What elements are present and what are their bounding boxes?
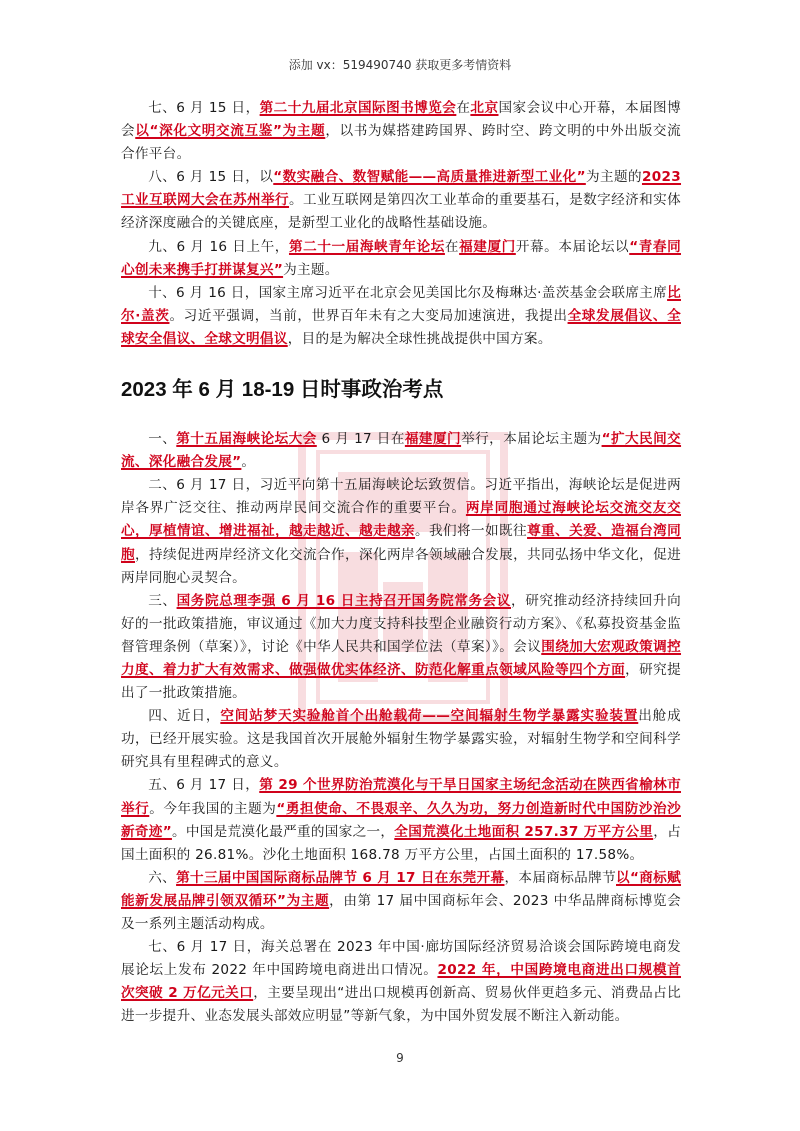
highlighted-keypoint: 2023 工业互联网大会在苏州举行 (121, 169, 682, 209)
paragraph-text: 一、 (148, 431, 177, 448)
paragraph-text: 五、6 月 17 日， (148, 777, 260, 794)
paragraph-text: 六、 (148, 869, 177, 886)
highlighted-keypoint: 第十五届海峡论坛大会 (176, 431, 317, 448)
highlighted-keypoint: “扩大民间交流、深化融合发展” (121, 431, 682, 471)
paragraph-text: ，持续促进两岸经济文化交流合作，深化两岸各领域融合发展，共同弘扬中华文化，促进两岸同胞心灵契合。 (121, 546, 681, 586)
highlighted-keypoint: 国务院总理李强 6 月 16 日主持召开国务院常务会议 (176, 592, 511, 609)
paragraph-text: 七、6 月 15 日， (148, 100, 260, 116)
highlighted-keypoint: 全球发展倡议、全球安全倡议、全球文明倡议 (121, 307, 681, 347)
page-header: 添加 vx：519490740 获取更多考情资料 (288, 58, 512, 72)
highlighted-keypoint: 以“深化文明交流互鉴”为主题 (135, 123, 326, 140)
paragraph-item (121, 236, 681, 282)
paragraph-text: ，占国土面积的 26.81%。沙化土地面积 168.78 万平方公里，占国土面积的 17.58%。 (121, 823, 681, 863)
highlighted-keypoint: 2022 年，中国跨境电商进出口规模首次突破 2 万亿元关口 (121, 962, 681, 1002)
paragraph-text: ，研究提出了一批政策措施。 (121, 661, 682, 702)
highlighted-keypoint: 第二十九届北京国际图书博览会 (259, 100, 457, 116)
paragraph-item (121, 705, 681, 774)
paragraph-text: ，主要呈现出“进出口规模再创新高、贸易伙伴更趋多元、消费品占比进一步提升、业态发展头部效应明显”等新气象，为中国外贸发展不断注入新动能。 (121, 985, 682, 1025)
highlighted-keypoint: 比尔·盖茨 (121, 284, 681, 324)
highlighted-keypoint: 北京 (470, 100, 499, 116)
paragraph-text: 为主题。 (283, 261, 339, 278)
paragraph-item (121, 282, 681, 351)
paragraph-item (121, 428, 681, 474)
paragraph-text: 6 月 17 日在 (316, 431, 405, 448)
paragraph-text: 举行，本届论坛主题为 (461, 431, 602, 448)
paragraph-text: 。工业互联网是第四次工业革命的重要基石，是数字经济和实体经济深度融合的关键底座，是新型工业化的战略性基础设施。 (121, 192, 681, 232)
paragraph-text: ，以书为媒搭建跨国界、跨时空、跨文明的中外出版交流合作平台。 (121, 123, 681, 163)
highlighted-keypoint: “勇担使命、不畏艰辛、久久为功，努力创造新时代中国防沙治沙新奇迹” (121, 800, 681, 840)
highlighted-keypoint: 福建厦门 (404, 431, 462, 448)
paragraph-text: 。中国是荒漠化最严重的国家之一， (171, 823, 395, 840)
paragraph-text: 九、6 月 16 日上午， (148, 238, 289, 255)
paragraph-text: 三、 (148, 592, 177, 609)
section-june-15-16 (121, 97, 681, 351)
paragraph-item (121, 774, 681, 866)
paragraph-text: ，由第 17 届中国商标年会、2023 中华品牌商标博览会及一系列主题活动构成。 (121, 892, 681, 932)
paragraph-text: 在 (444, 238, 460, 255)
section-june-18-19 (121, 428, 681, 1028)
highlighted-keypoint: “青春同心创未来携手打拼谋复兴” (121, 238, 681, 278)
paragraph-text: 国家会议中心开幕，本届图博会 (121, 100, 681, 140)
paragraph-text: 在 (456, 100, 471, 116)
paragraph-text: ，本届商标品牌节 (504, 869, 617, 886)
page-number: 9 (396, 1051, 404, 1065)
paragraph-text: 。 (241, 454, 256, 471)
highlighted-keypoint: 尊重、关爱、造福台湾同胞 (121, 523, 681, 563)
paragraph-text: 四、近日， (148, 708, 221, 725)
paragraph-text: 。今年我国的主题为 (149, 800, 277, 817)
highlighted-keypoint: 全国荒漠化土地面积 257.37 万平方公里 (394, 823, 654, 840)
paragraph-item (121, 867, 681, 936)
paragraph-item (121, 166, 681, 235)
highlighted-keypoint: 以“商标赋能新发展品牌引领双循环”为主题 (121, 869, 682, 909)
highlighted-keypoint: 第 29 个世界防治荒漠化与干旱日国家主场纪念活动在陕西省榆林市举行 (121, 777, 681, 817)
document-body (121, 97, 681, 1028)
highlighted-keypoint: 空间站梦天实验舱首个出舱载荷——空间辐射生物学暴露实验装置 (220, 708, 639, 725)
paragraph-text: 。我们将一如既往 (415, 523, 528, 540)
paragraph-text: 七、6 月 17 日，海关总署在 2023 年中国·廊坊国际经济贸易洽谈会国际跨境电商发展论坛上发布 2022 年中国跨境电商进出口情况。 (121, 939, 681, 979)
highlighted-keypoint: 围绕加大宏观政策调控力度、着力扩大有效需求、做强做优实体经济、防范化解重点领域风险等四个方面 (121, 638, 682, 678)
highlighted-keypoint: 第二十一届海峡青年论坛 (288, 238, 445, 255)
paragraph-text: 开幕。本届论坛以 (515, 238, 630, 255)
section-title: 2023 年 6 月 18-19 日时事政治考点 (121, 378, 444, 402)
paragraph-text: 十、6 月 16 日，国家主席习近平在北京会见美国比尔及梅琳达·盖茨基金会联席主席 (148, 284, 668, 301)
highlighted-keypoint: “数实融合、数智赋能——高质量推进新型工业化” (273, 169, 586, 186)
paragraph-text: 八、6 月 15 日，以 (148, 169, 274, 186)
paragraph-text: 为主题的 (585, 169, 642, 186)
paragraph-text: ，目的是为解决全球性挑战提供中国方案。 (287, 330, 552, 347)
paragraph-text: 二、6 月 17 日，习近平向第十五届海峡论坛致贺信。习近平指出，海峡论坛是促进两岸各界广泛交往、推动两岸民间交流合作的重要平台。 (121, 477, 681, 517)
paragraph-text: ，研究推动经济持续回升向好的一批政策措施，审议通过《加大力度支持科技型企业融资行动方案》、《私募投资基金监督管理条例（草案）》，讨论《中华人民共和国学位法（草案）》。会议 (121, 592, 681, 655)
paragraph-item (121, 936, 681, 1028)
paragraph-item (121, 590, 681, 705)
paragraph-item (121, 474, 681, 589)
paragraph-text: 出舱成功，已经开展实验。这是我国首次开展舱外辐射生物学暴露实验，对辐射生物学和空间科学研究具有里程碑式的意义。 (121, 708, 682, 771)
paragraph-text: 。习近平强调，当前，世界百年未有之大变局加速演进，我提出 (169, 307, 568, 324)
highlighted-keypoint: 第十三届中国国际商标品牌节 6 月 17 日在东莞开幕 (176, 869, 505, 886)
highlighted-keypoint: 福建厦门 (459, 238, 516, 255)
paragraph-item (121, 97, 681, 166)
highlighted-keypoint: 两岸同胞通过海峡论坛交流交友交心，厚植情谊、增进福祉，越走越近、越走越亲 (121, 500, 681, 540)
